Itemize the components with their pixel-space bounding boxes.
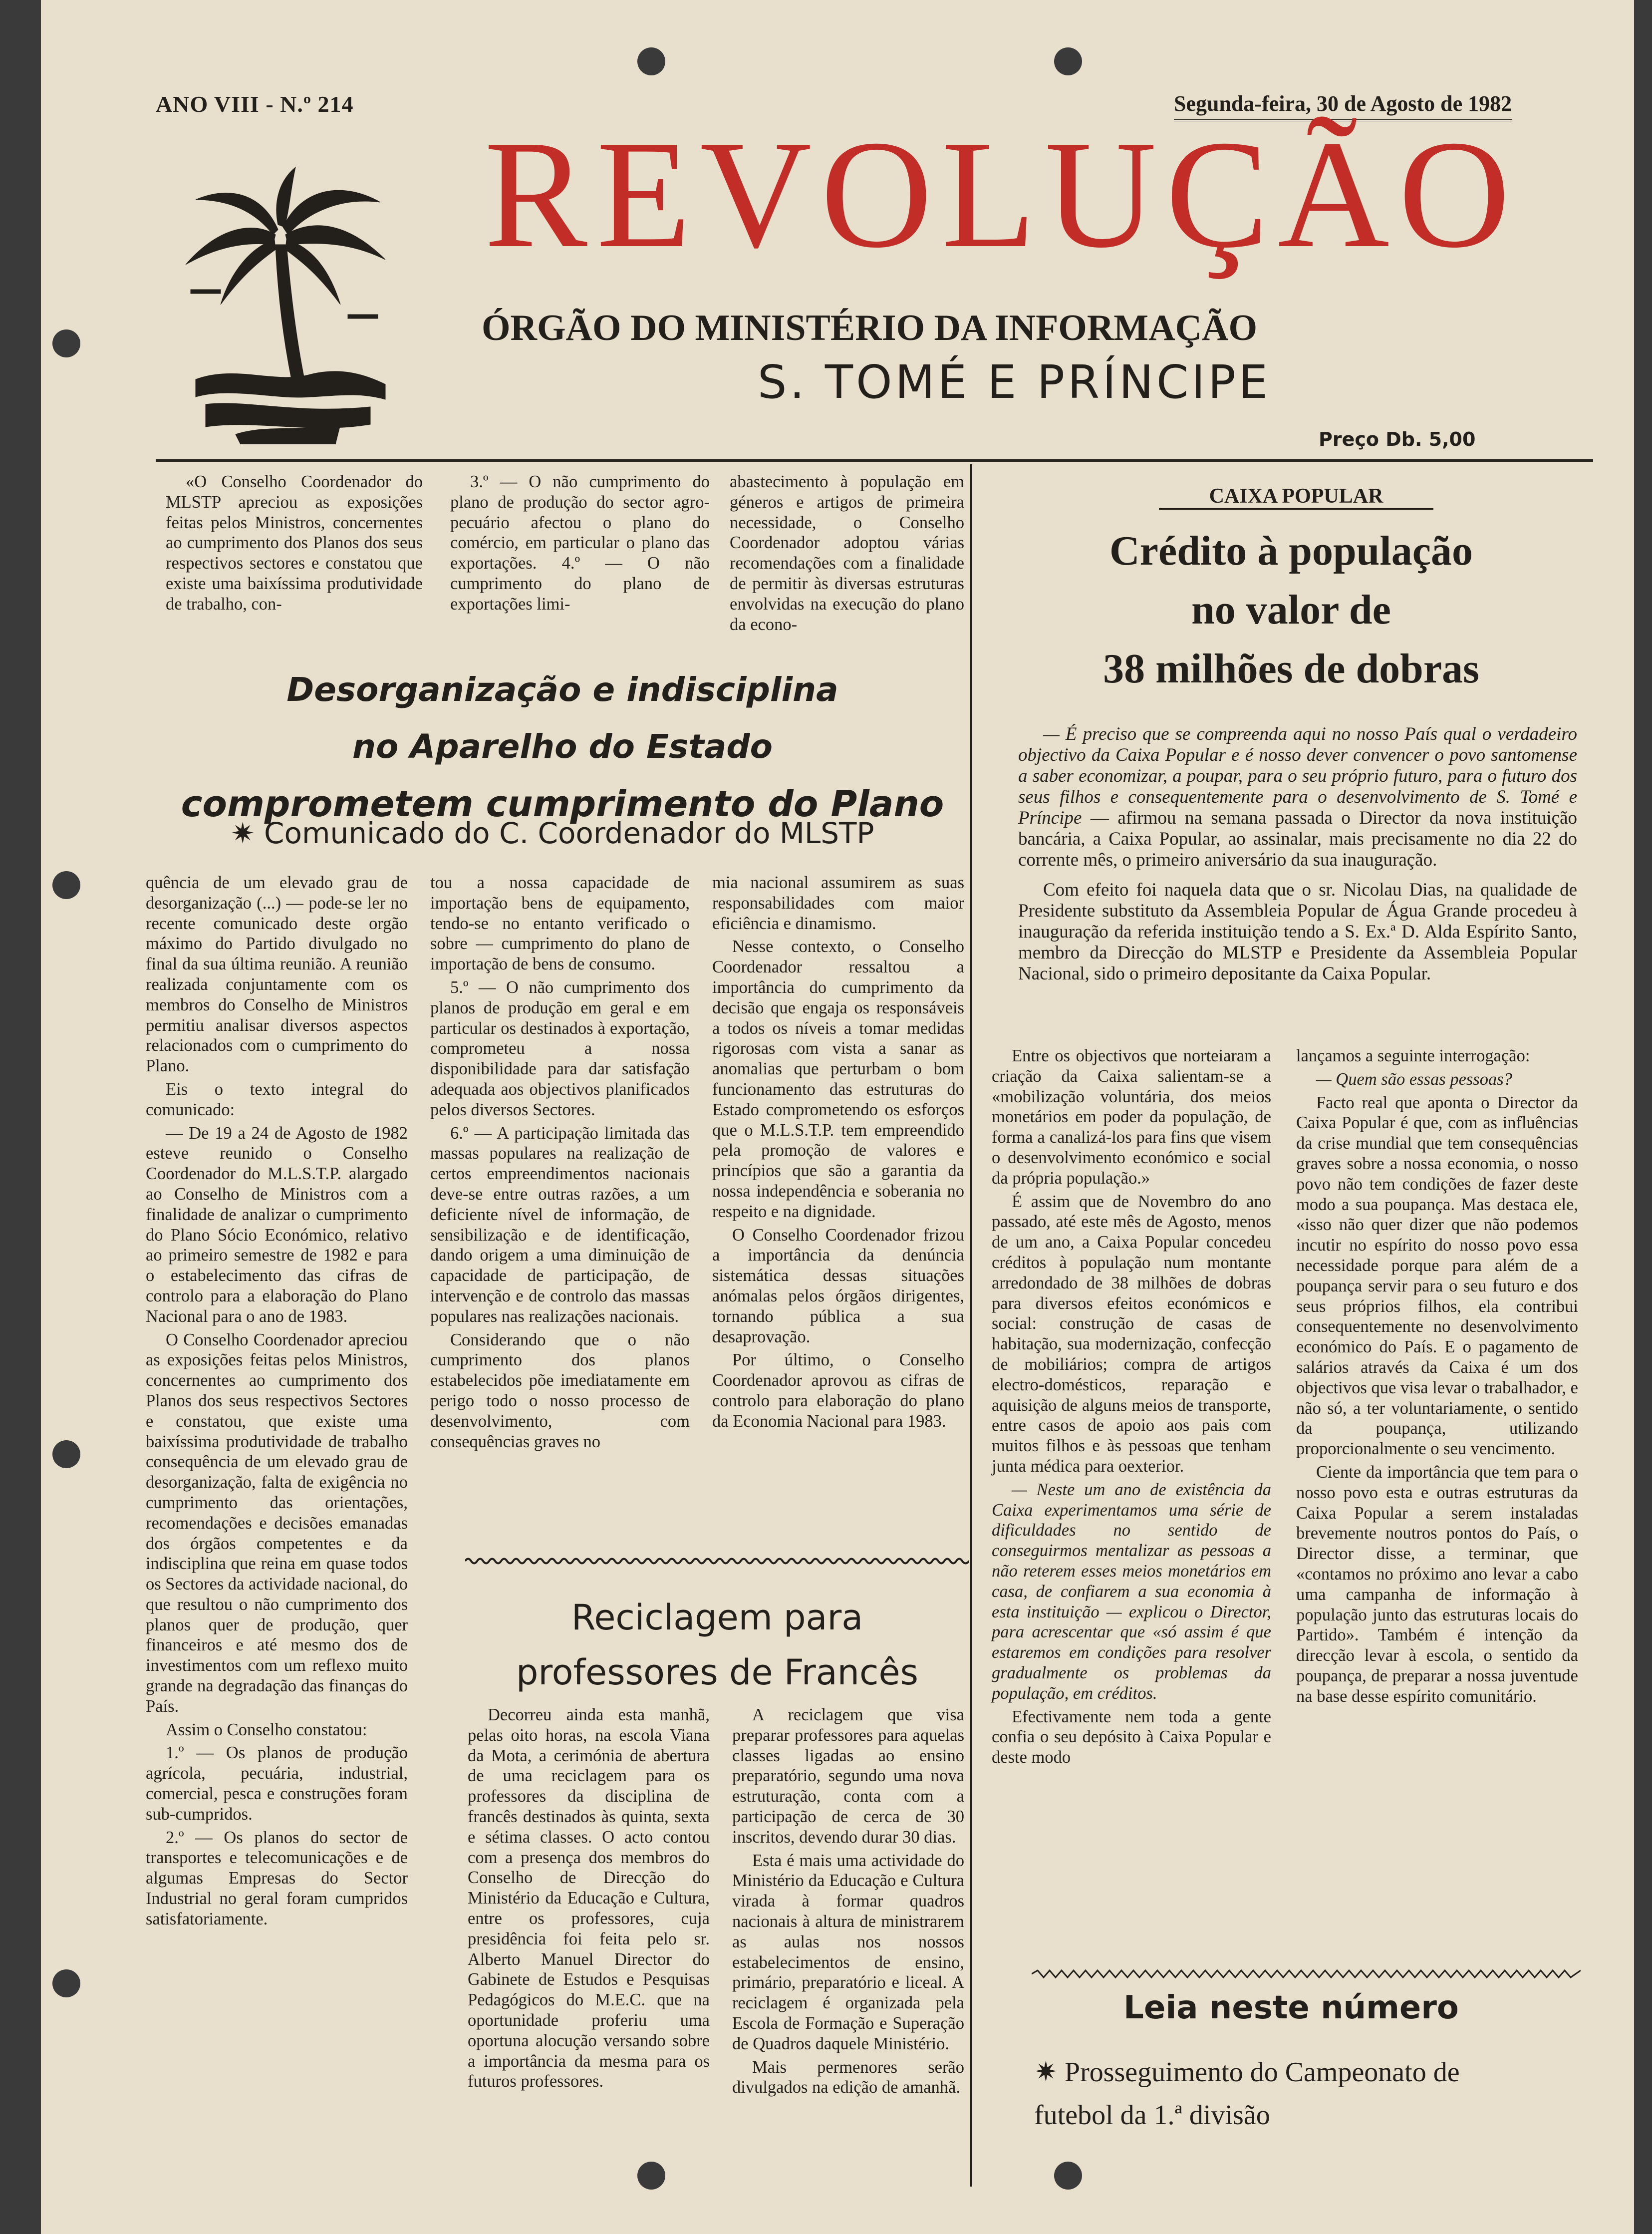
divider	[156, 459, 1593, 462]
reciclagem-col-1: Decorreu ainda esta manhã, pelas oito horas, na escola Viana da Mota, a cerimónia de abertura de uma reciclagem para os professores da disciplina de francês destinados às quinta, sexta e sétima classes. O acto contou com a presença dos membros do Conselho de Direcção do Ministério da Educação e Cultura, entre os professores, cuja presidência foi feita pelo sr. Alberto Manuel Director do Gabinete de Estudos e Pesquisas Pedagógicos do M.E.C. que na oportunidade proferiu uma oportuna alocução versando sobre a importância da mesma para os futuros professores.	[468, 1705, 710, 2091]
lead-subhead: ✷ Comunicado do C. Coordenador do MLSTP	[231, 816, 874, 850]
issue-number: ANO VIII - N.º 214	[156, 91, 354, 117]
lead-headline: Desorganização e indisciplina no Aparelho do Estado comprometem cumprimento do Plano	[181, 670, 944, 825]
price: Preço Db. 5,00	[1319, 428, 1476, 450]
punch-hole	[637, 47, 665, 75]
lead-top-col-2: 3.º — O não cumprimento do plano de produção do sector agro-pecuário afectou o plano do comércio, em particular o plano das exportações. 4.º — O não cumprimento do plano de exportações limi-	[450, 472, 710, 614]
in-this-issue-title: Leia neste número	[1123, 1989, 1459, 2026]
caixa-kicker: CAIXA POPULAR	[1159, 484, 1433, 510]
newspaper-title: REVOLUÇÃO	[484, 109, 1519, 280]
punch-hole	[637, 2162, 665, 2190]
column-divider	[970, 464, 972, 2187]
caixa-lead: — É preciso que se compreenda aqui no nosso País qual o verdadeiro objectivo da Caixa Popular e é nosso dever convencer o povo santomense a saber economizar, a poupar, para o seu próprio futuro, para o futuro dos seus filhos e consequentemente para o desenvolvimento de S. Tomé e Príncipe — afirmou na semana passada o Director da nova instituição bancária, a Caixa Popular, ao assinalar, mais precisamente no dia 22 do corrente mês, o primeiro aniversário da sua inauguração. Com efeito foi naquela data que o sr. Nicolau Dias, na qualidade de Presidente substituto da Assembleia Popular de Água Grande procedeu à inauguração da referida instituição tendo a S. Ex.ª D. Alda Espírito Santo, membro da Direcção do MLSTP e Presidente da Assembleia Popular Nacional, sido o primeiro depositante da Caixa Popular.	[1018, 724, 1578, 984]
lead-col-3: mia nacional assumirem as suas responsabilidades com maior eficiência e dinamismo. Nesse contexto, o Conselho Coordenador ressaltou a importância do cumprimento da decisão que engaja os responsáveis a todos os níveis a tomar medidas rigorosas com vista a sanar as anomalias que perturbam o bom funcionamento das estruturas do Estado comprometendo os esforços que o M.L.S.T.P. tem empreendido pela promoção de valores e princípios que são a garantia da nossa independência e soberania no respeito e na dignidade. O Conselho Coordenador frizou a importância da denúncia sistemática dessas situações anómalas pelos órgãos dirigentes, tornando pública a sua desaprovação. Por último, o Conselho Coordenador aprovou as cifras de controlo para elaboração do plano da Economia Nacional para 1983.	[712, 873, 964, 1431]
punch-hole	[1054, 47, 1082, 75]
punch-hole	[52, 871, 80, 899]
punch-hole	[1054, 2162, 1082, 2190]
wavy-divider	[1032, 1969, 1581, 1978]
punch-hole	[52, 1969, 80, 1997]
newspaper-page	[41, 0, 1634, 2234]
palm-tree-emblem-icon	[176, 165, 395, 444]
lead-top-col-3: abastecimento à população em géneros e artigos de primeira necessidade, o Conselho Coordenador adoptou várias recomendações com a finalidade de permitir às diversas estruturas envolvidas na execução do plano da econo-	[730, 472, 964, 634]
in-this-issue-item: ✷ Prosseguimento do Campeonato de futebol da 1.ª divisão	[1034, 2056, 1460, 2131]
issue-date: Segunda-feira, 30 de Agosto de 1982	[1174, 91, 1512, 121]
caixa-headline: Crédito à população no valor de 38 milhões de dobras	[1103, 528, 1479, 692]
asterisk-icon: ✷	[231, 816, 255, 850]
lead-col-2: tou a nossa capacidade de importação bens de equipamento, tendo-se no entanto verificado o sobre — cumprimento do plano de importação de bens de consumo. 5.º — O não cumprimento dos planos de produção em geral e em particular os destinados à exportação, comprometeu a nossa disponibilidade para dar satisfação adequada aos objectivos planificados pelos diversos Sectores. 6.º — A participação limitada das massas populares na realização de certos empreendimentos nacionais deve-se entre outras razões, a um deficiente nível de informação, de sensibilização e de identificação, dando origem a uma diminuição de capacidade de participação, de intervenção e de controlo das massas populares nas realizações nacionais. Considerando que o não cumprimento dos planos estabelecidos põe imediatamente em perigo todo o nosso processo de desenvolvimento, com consequências graves no	[430, 873, 690, 1451]
country-subtitle: S. TOMÉ E PRÍNCIPE	[758, 355, 1271, 409]
organ-subtitle: ÓRGÃO DO MINISTÉRIO DA INFORMAÇÃO	[481, 308, 1258, 348]
asterisk-icon: ✷	[1034, 2056, 1058, 2088]
lead-col-1: quência de um elevado grau de desorganização (...) — pode-se ler no recente comunicado deste orgão máximo do Partido divulgado no final da sua última reunião. A reunião realizada conjuntamente com os membros do Conselho de Ministros permitiu analisar diversos aspectos relacionados com o cumprimento do Plano. Eis o texto integral do comunicado: — De 19 a 24 de Agosto de 1982 esteve reunido o Conselho Coordenador do M.L.S.T.P. alargado ao Conselho de Ministros com a finalidade de analizar o cumprimento do Plano Sócio Económico, relativo ao primeiro semestre de 1982 e para o estabelecimento das cifras de controlo para a elaboração do Plano Nacional para o ano de 1983. O Conselho Coordenador apreciou as exposições feitas pelos Ministros, concernentes ao cumprimento dos Planos dos seus respectivos Sectores e constatou, que existe uma baixíssima produtividade de trabalho consequência de um elevado grau de desorganização, falta de exigência no cumprimento das orientações, recomendações e decisões emanadas dos órgãos competentes e da indisciplina que reina em quase todos os Sectores da actividade nacional, do que resultou o não cumprimento dos planos quer de produção, quer financeiros e até mesmo dos de investimentos com um reflexo muito grande na degradação das finanças do País. Assim o Conselho constatou: 1.º — Os planos de produção agrícola, pecuária, industrial, comercial, pesca e construções foram sub-cumpridos. 2.º — Os planos do sector de transportes e telecomunicações e de algumas Empresas do Sector Industrial no geral foram cumpridos satisfatoriamente.	[146, 873, 408, 1928]
reciclagem-headline: Reciclagem para professores de Francês	[516, 1597, 918, 1693]
reciclagem-col-2: A reciclagem que visa preparar professores para aquelas classes ligadas ao ensino preparatório, segundo uma nova estruturação, conta com a participação de cerca de 30 inscritos, devendo durar 30 dias. Esta é mais uma actividade do Ministério da Educação e Cultura virada à formar quadros nacionais à altura de ministrarem as aulas nos nossos estabelecimentos de ensino, primário, preparatório e liceal. A reciclagem é organizada pela Escola de Formação e Superação de Quadros daquele Ministério. Mais permenores serão divulgados na edição de amanhã.	[732, 1705, 964, 2097]
punch-hole	[52, 1440, 80, 1468]
wavy-divider	[465, 1557, 969, 1566]
caixa-col-2: lançamos a seguinte interrogação: — Quem são essas pessoas? Facto real que aponta o Director da Caixa Popular é que, com as influências da crise mundial que tem consequências graves sobre a nossa economia, o nosso povo não tem condições de fazer deste modo a sua poupança. Mas destaca ele, «isso não quer dizer que não podemos incutir no espírito do nosso povo essa necessidade porque para além de a poupança servir para o seu futuro e dos seus próprios filhos, ela contribui consequentemente no desenvolvimento económico do País. E o pagamento de salários através da Caixa é um dos objectivos que visa levar o trabalhador, e não só, a ter voluntariamente, o sentido da poupança, utilizando proporcionalmente o seu vencimento. Ciente da importância que tem para o nosso povo esta e outras estruturas da Caixa Popular a serem instaladas brevemente noutros pontos do País, o Director disse, a terminar, que «contamos no próximo ano levar a cabo uma campanha de informação à população junto das estruturas locais do Partido». Também é intenção da direcção levar à escola, o sentido da poupança, de preparar a nossa juventude na base desse espírito comunitário.	[1296, 1046, 1578, 1706]
lead-top-col-1: «O Conselho Coordenador do MLSTP apreciou as exposições feitas pelos Ministros, concernentes ao cumprimento dos Planos dos seus respectivos sectores e constatou que existe uma baixíssima produtividade de trabalho, con-	[166, 472, 423, 614]
caixa-col-1: Entre os objectivos que norteiaram a criação da Caixa salientam-se a «mobilização voluntária, dos meios monetários em poder da população, de forma a canalizá-los para fins que visem o desenvolvimento económico e social da própria população.» É assim que de Novembro do ano passado, até este mês de Agosto, menos de um ano, a Caixa Popular concedeu créditos à população num montante arredondado de 38 milhões de dobras para diversos efeitos económicos e social: construção de casas de habitação, sua modernização, confecção de mobiliários; compra de artigos electro-domésticos, reparação e aquisição de alguns meios de transporte, entre casos de apoio aos pais com muitos filhos e às pessoas que tenham junta médica para oexterior. — Neste um ano de existência da Caixa experimentamos uma série de dificuldades no sentido de conseguirmos mentalizar as pessoas a não reterem esses meios monetários em casa, de confiarem a sua economia à esta instituição — explicou o Director, para acrescentar que «só assim é que estaremos em condições para resolver gradualmente os problemas da população, em créditos. Efectivamente nem toda a gente confia o seu depósito à Caixa Popular e deste modo	[992, 1046, 1271, 1767]
punch-hole	[52, 329, 80, 357]
